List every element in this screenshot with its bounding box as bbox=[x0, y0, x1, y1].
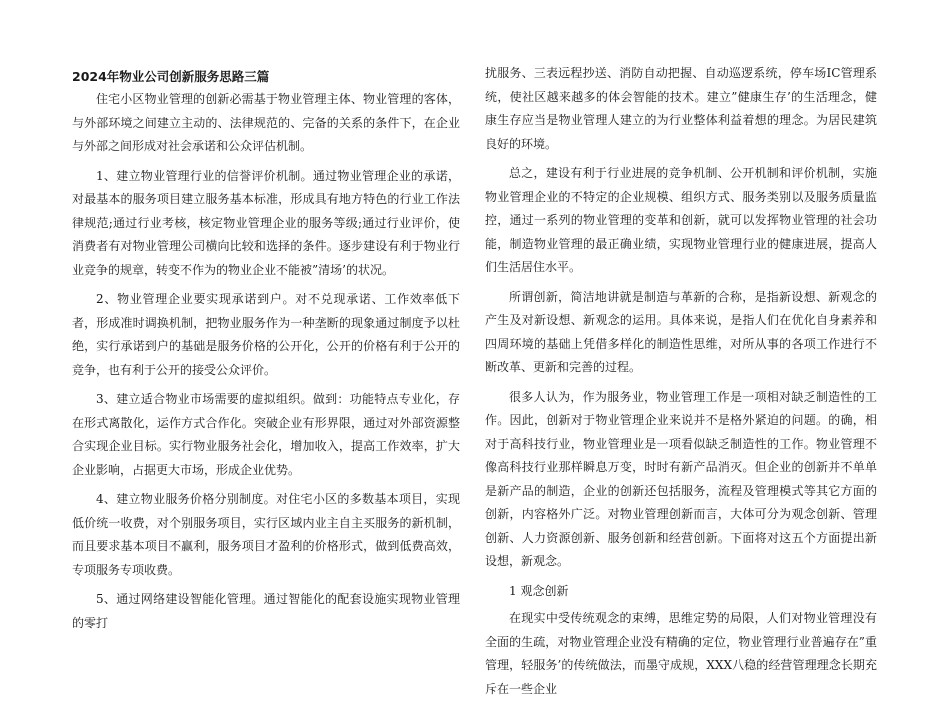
paragraph-item-4: 4、建立物业服务价格分别制度。对住宅小区的多数基本项目，实现低价统一收费，对个别服务项目，实行区域内业主自主买服务的新机制，而且要求基本项目不赢利，服务项目才盈利的价格形式，做到低费高效，专项服务专项收费。 bbox=[72, 492, 460, 577]
section-heading: 1 观念创新 bbox=[509, 583, 569, 598]
paragraph-summary: 总之，建设有利于行业进展的竞争机制、公开机制和评价机制，实施物业管理企业的不特定的企业规模、组织方式、服务类别以及服务质量监控，通过一系列的物业管理的变革和创新，就可以发挥物业管理的社会功能，制造物业管理的最正确业绩，实现物业管理行业的健康进展，提高人们生活居住水平。 bbox=[485, 166, 877, 274]
left-column bbox=[72, 62, 460, 641]
right-column bbox=[485, 62, 877, 707]
paragraph-innovation-definition: 所谓创新，简洁地讲就是制造与革新的合称，是指新设想、新观念的产生及对新设想、新观念的运用。具体来说，是指人们在优化自身素养和四周环境的基础上凭借多样化的制造性思维，对所从事的各项工作进行不断改革、更新和完善的过程。 bbox=[485, 289, 877, 374]
paragraph-item-1: 1、建立物业管理行业的信誉评价机制。通过物业管理企业的承诺，对最基本的服务项目建立服务基本标准，形成具有地方特色的行业工作法律规范;通过行业考核，核定物业管理企业的服务等级;通过行业评价，使消费者有对物业管理公司横向比较和选择的条件。逐步建设有利于物业行业竞争的规章，转变不作为的物业企业不能被”清场’的状况。 bbox=[72, 168, 460, 277]
paragraph-intro: 住宅小区物业管理的创新必需基于物业管理主体、物业管理的客体，与外部环境之间建立主动的、法律规范的、完备的关系的条件下，在企业与外部之间形成对社会承诺和公众评估机制。 bbox=[72, 92, 460, 153]
paragraph-item-2: 2、物业管理企业要实现承诺到户。对不兑现承诺、工作效率低下者，形成准时调换机制，把物业服务作为一种垄断的现象通过制度予以杜绝，实行承诺到户的基础是服务价格的公开化，公开的价格有利于公开的竞争，也有利于公开的接受公众评价。 bbox=[72, 292, 460, 377]
paragraph-innovation-scope: 很多人认为，作为服务业，物业管理工作是一项相对缺乏制造性的工作。因此，创新对于物业管理企业来说并不是格外紧迫的问题。的确，相对于高科技行业，物业管理业是一项看似缺乏制造性的工作。物业管理不像高科技行业那样瞬息万变，时时有新产品消灭。但企业的创新并不单单是新产品的制造，企业的创新还包括服务，流程及管理模式等其它方面的创新，内容格外广泛。对物业管理创新而言，大体可分为观念创新、管理创新、人力资源创新、服务创新和经营创新。下面将对这五个方面提出新设想，新观念。 bbox=[485, 389, 877, 568]
paragraph-item-5: 5、通过网络建设智能化管理。通过智能化的配套设施实现物业管理的零打 bbox=[72, 592, 460, 630]
paragraph-item-5-continued: 扰服务、三表远程抄送、消防自动把握、自动巡逻系统，停车场IC管理系统，使社区越来越多的体会智能的技术。建立”健康生存’的生活理念，健康生存应当是物业管理人建立的为行业整体利益着想的理念。为居民建筑良好的环境。 bbox=[485, 66, 877, 151]
paragraph-item-3: 3、建立适合物业市场需要的虚拟组织。做到：功能特点专业化，存在形式离散化，运作方式合作化。突破企业有形界限，通过对外部资源整合实现企业目标。实行物业服务社会化，增加收入，提高工作效率，扩大企业影响，占据更大市场，形成企业优势。 bbox=[72, 392, 460, 477]
document-title: 2024年物业公司创新服务思路三篇 bbox=[72, 69, 270, 84]
paragraph-concept-innovation: 在现实中受传统观念的束缚，思维定势的局限，人们对物业管理没有全面的生疏，对物业管理企业没有精确的定位，物业管理行业普遍存在”重管理，轻服务’的传统做法，而墨守成规，XXX八稳的经营管理理念长期充斥在一些企业 bbox=[485, 611, 877, 696]
